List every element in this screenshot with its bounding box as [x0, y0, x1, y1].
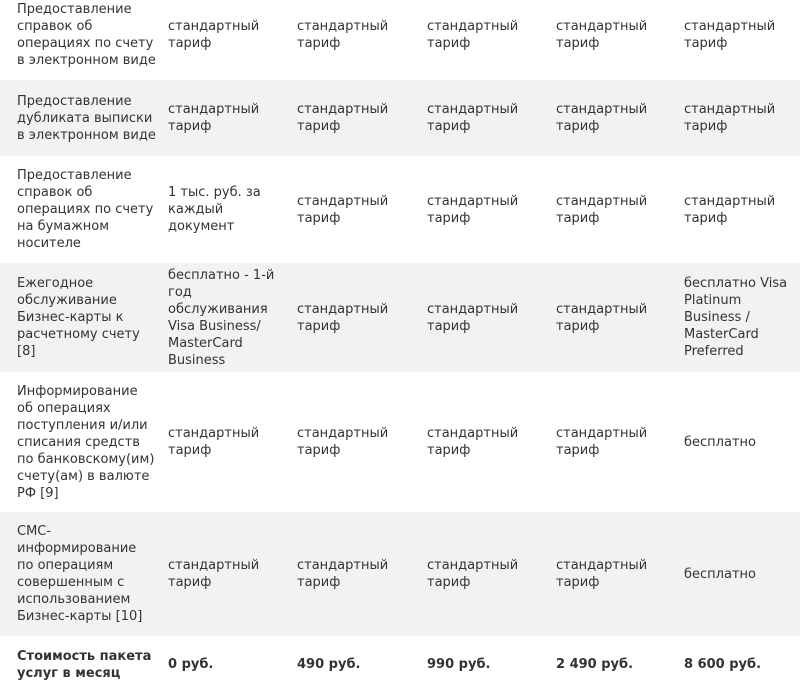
row-label: Предоставление справок об операциях по счету на бумажном носителе [0, 156, 166, 263]
table-cell: стандартный тариф [554, 80, 682, 156]
table-cell: стандартный тариф [425, 80, 554, 156]
table-cell: стандартный тариф [166, 0, 295, 80]
table-cell: 1 тыс. руб. за каждый документ [166, 156, 295, 263]
row-label: Ежегодное обслуживание Бизнес-карты к расчетному счету [8] [0, 263, 166, 372]
total-cell: 2 490 руб. [554, 636, 682, 693]
table-cell: бесплатно [682, 372, 800, 512]
table-cell: стандартный тариф [295, 156, 425, 263]
table-cell: стандартный тариф [295, 372, 425, 512]
total-cell: 0 руб. [166, 636, 295, 693]
total-cell: 990 руб. [425, 636, 554, 693]
table-row [0, 0, 800, 80]
table-row [0, 156, 800, 263]
total-cell: 8 600 руб. [682, 636, 800, 693]
row-label: СМС-информирование по операциям совершенным с использованием Бизнес-карты [10] [0, 512, 166, 636]
table-cell: стандартный тариф [682, 156, 800, 263]
table-cell: стандартный тариф [554, 156, 682, 263]
table-cell: стандартный тариф [295, 0, 425, 80]
table-cell: стандартный тариф [425, 156, 554, 263]
table-cell: стандартный тариф [425, 0, 554, 80]
table-row [0, 263, 800, 372]
table-row [0, 80, 800, 156]
table-cell: стандартный тариф [425, 512, 554, 636]
row-label: Предоставление справок об операциях по счету в электронном виде [0, 0, 166, 80]
table-cell: стандартный тариф [295, 80, 425, 156]
table-cell: стандартный тариф [554, 0, 682, 80]
table-cell: стандартный тариф [166, 512, 295, 636]
table-cell: стандартный тариф [425, 263, 554, 372]
table-cell: стандартный тариф [554, 263, 682, 372]
table-cell: стандартный тариф [554, 512, 682, 636]
table-cell: стандартный тариф [166, 372, 295, 512]
table-row [0, 372, 800, 512]
table-cell: стандартный тариф [295, 263, 425, 372]
table-cell: бесплатно [682, 512, 800, 636]
row-label: Предоставление дубликата выписки в электронном виде [0, 80, 166, 156]
total-cell: 490 руб. [295, 636, 425, 693]
table-cell: бесплатно Visa Platinum Business / MasterCard Preferred [682, 263, 800, 372]
table-cell: стандартный тариф [682, 0, 800, 80]
table-cell: бесплатно - 1-й год обслуживания Visa Business/ MasterCard Business [166, 263, 295, 372]
total-label: Стоимость пакета услуг в месяц [0, 636, 166, 693]
table-cell: стандартный тариф [425, 372, 554, 512]
total-row [0, 636, 800, 693]
table-cell: стандартный тариф [295, 512, 425, 636]
table-row [0, 512, 800, 636]
table-cell: стандартный тариф [554, 372, 682, 512]
row-label: Информирование об операциях поступления и/или списания средств по банковскому(им) счету(ам) в валюте РФ [9] [0, 372, 166, 512]
table-cell: стандартный тариф [682, 80, 800, 156]
table-cell: стандартный тариф [166, 80, 295, 156]
